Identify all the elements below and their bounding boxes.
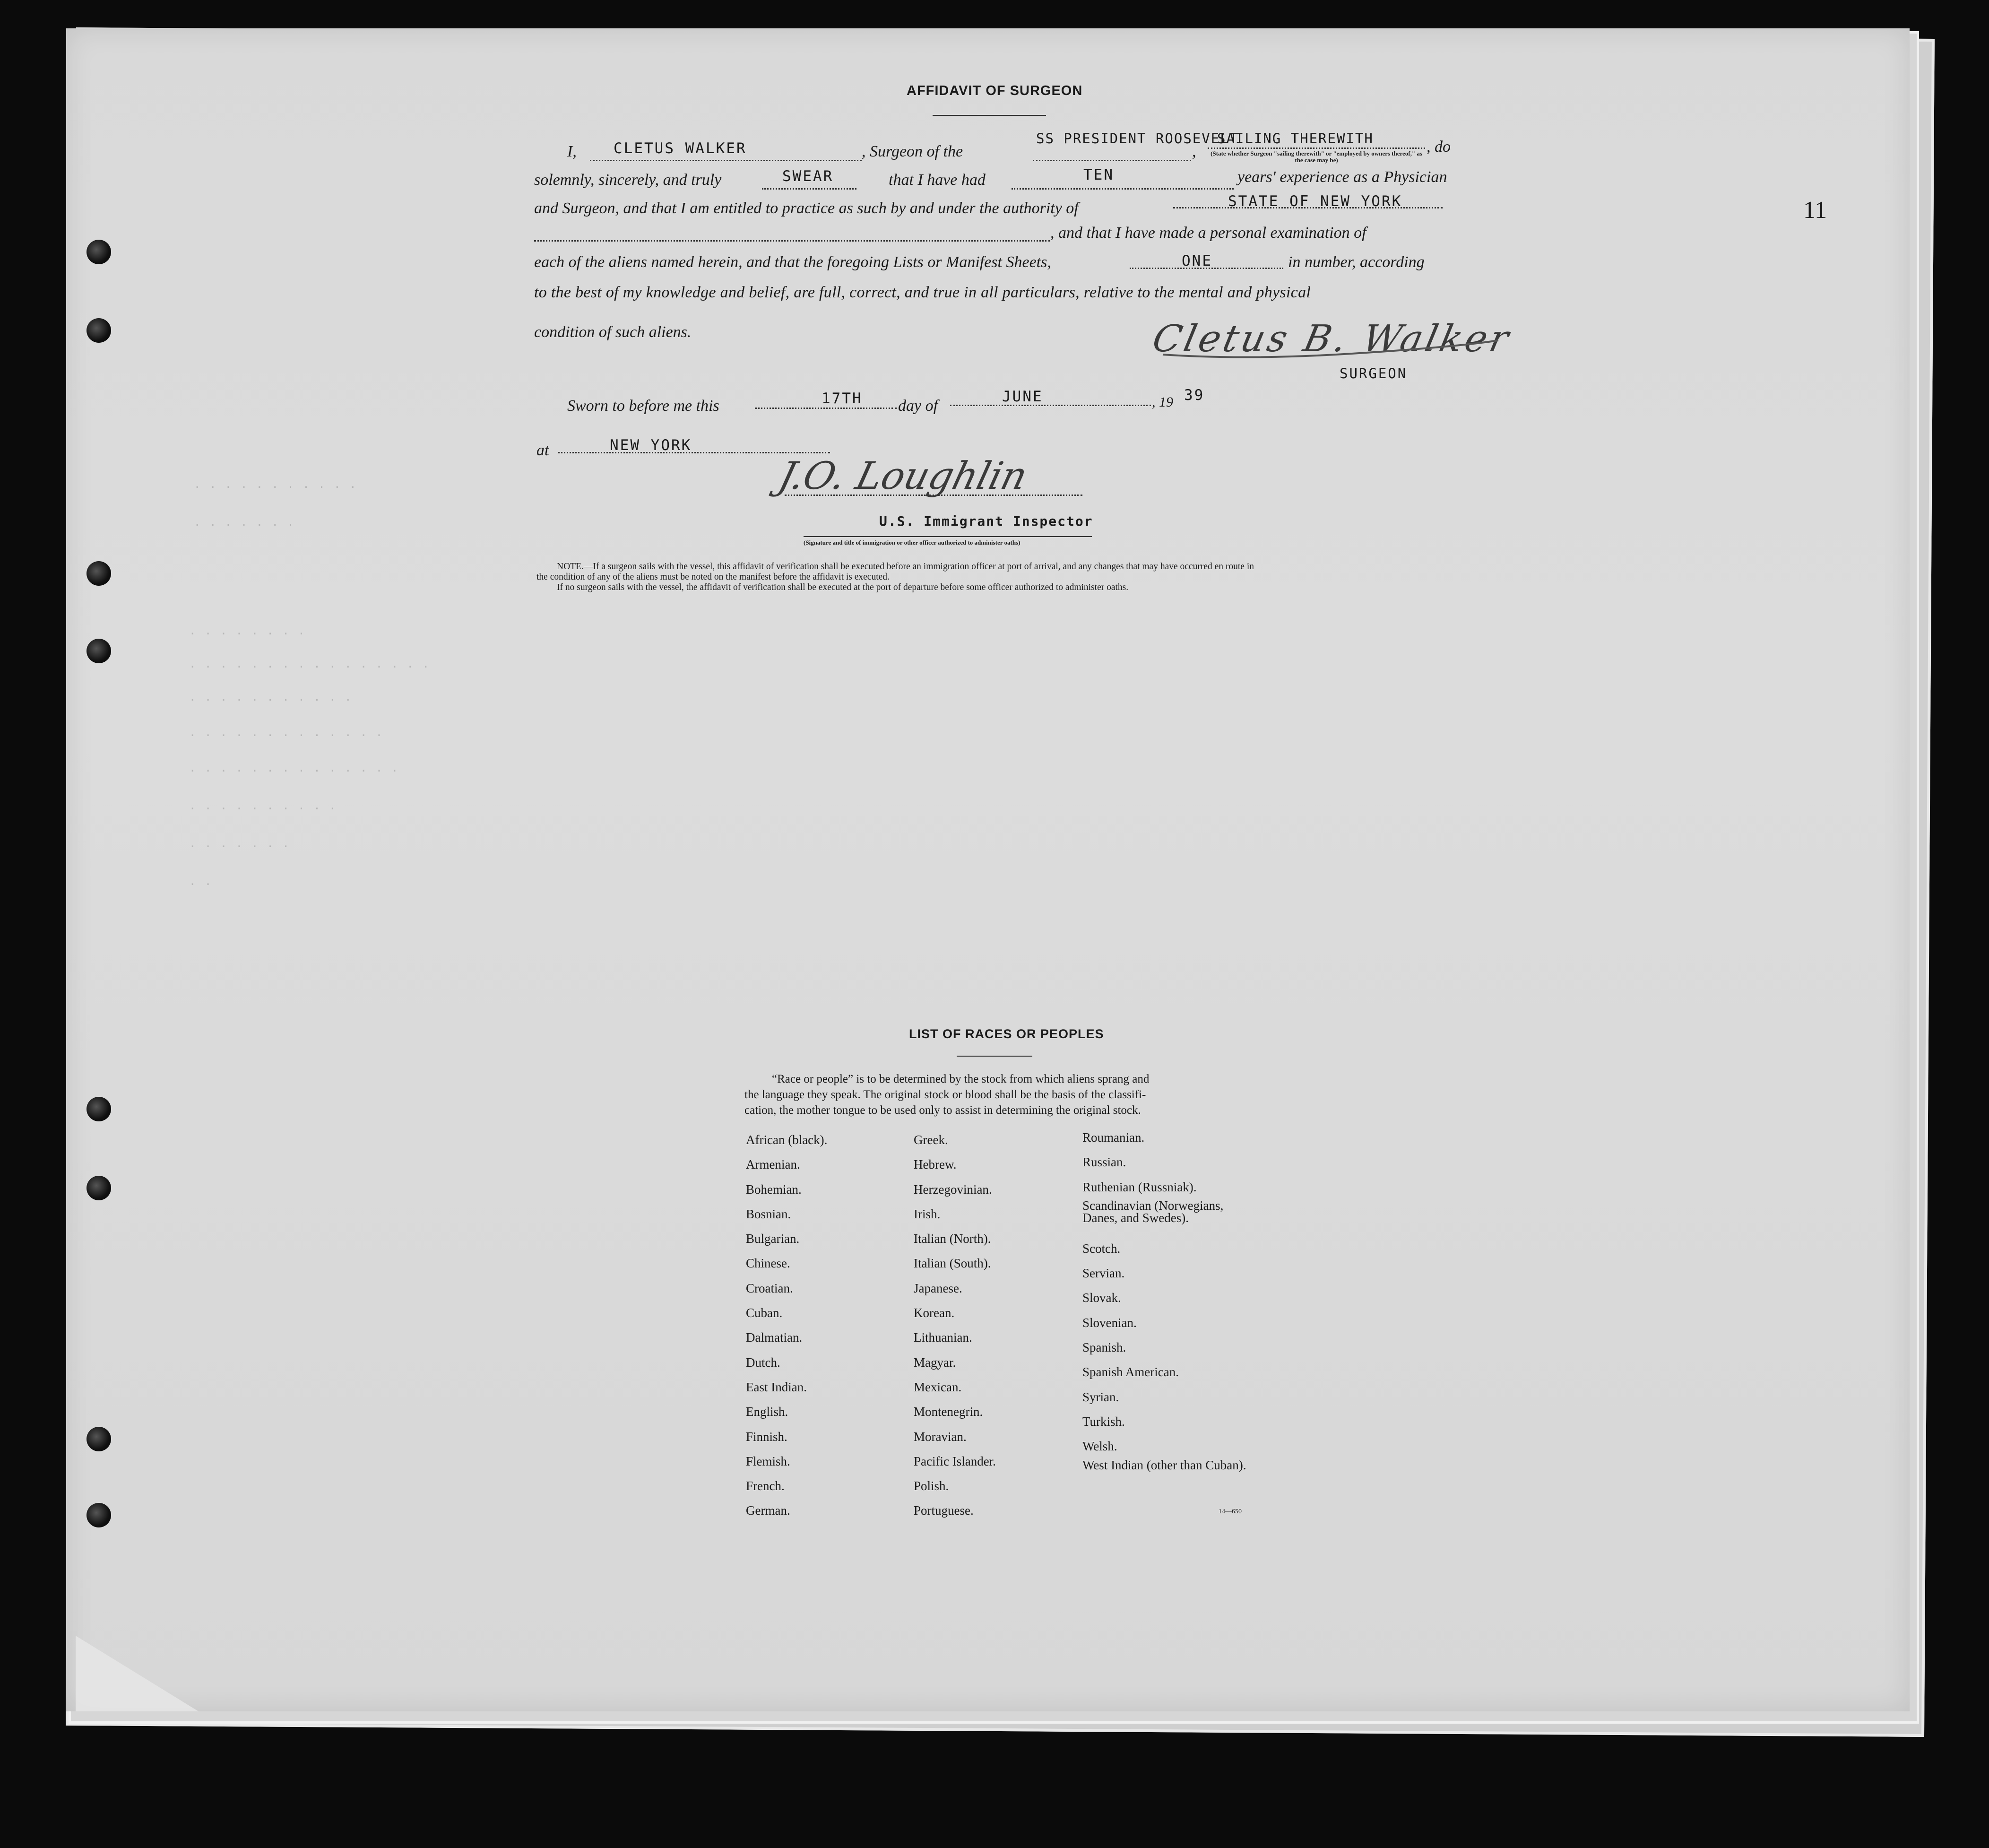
punch-hole [86, 1427, 111, 1451]
race-item: Ruthenian (Russniak). [1082, 1180, 1197, 1194]
race-item: Syrian. [1082, 1389, 1119, 1404]
bleed-through-text: . . [189, 875, 213, 888]
races-title: LIST OF RACES OR PEOPLES [909, 1027, 1104, 1041]
punch-hole [86, 318, 111, 343]
title-rule [933, 115, 1046, 116]
race-item: Cuban. [746, 1306, 783, 1320]
fill-line [804, 536, 1092, 537]
page-number: 11 [1803, 197, 1827, 224]
manifest-sheet-count: ONE [1182, 252, 1212, 269]
affidavit-text: that I have had [889, 171, 986, 189]
fill-line [1033, 160, 1191, 161]
fill-line [1208, 147, 1425, 149]
sworn-year: 39 [1184, 387, 1205, 404]
race-item: Lithuanian. [914, 1330, 972, 1345]
inspector-signature: J.O. Loughlin [774, 454, 1032, 498]
affidavit-text: condition of such aliens. [534, 323, 692, 341]
race-item: Italian (North). [914, 1232, 991, 1246]
fill-line [590, 160, 862, 161]
race-item: Welsh. [1082, 1439, 1117, 1454]
sworn-place: NEW YORK [610, 437, 692, 454]
signature-flourish [1153, 326, 1503, 364]
inspector-title: U.S. Immigrant Inspector [879, 513, 1093, 529]
punch-hole [86, 240, 111, 264]
bleed-through-text: . . . . . . . . . . . . . . . . [189, 657, 430, 670]
affidavit-footnote: If no surgeon sails with the vessel, the affidavit of verification shall be executed at the port of departure before some officer authorized to administer oaths. [557, 582, 1129, 592]
race-item: Bosnian. [746, 1206, 791, 1221]
affidavit-text: years' experience as a Physician [1237, 168, 1447, 186]
race-item: Greek. [914, 1133, 948, 1147]
race-item: East Indian. [746, 1379, 807, 1394]
race-item: Scotch. [1082, 1241, 1121, 1256]
surgeon-title: SURGEON [1340, 365, 1408, 382]
race-item: Scandinavian (Norwegians, Danes, and Swedes). [1082, 1198, 1224, 1225]
affidavit-footnote: NOTE.—If a surgeon sails with the vessel, this affidavit of verification shall be executed before an immigration officer at port of arrival, and any changes that may have occurred en route in [557, 562, 1254, 572]
race-item: Flemish. [746, 1454, 790, 1468]
race-item: French. [746, 1479, 785, 1493]
race-item: Chinese. [746, 1256, 790, 1271]
race-item: Polish. [914, 1479, 949, 1493]
affidavit-text: , do [1427, 138, 1451, 156]
race-item: Japanese. [914, 1281, 962, 1295]
races-column-2 [914, 1128, 996, 1523]
affidavit-text: , Surgeon of the [862, 143, 963, 160]
sailing-status: SAILING THEREWITH [1217, 130, 1374, 147]
affidavit-text: solemnly, sincerely, and truly [534, 171, 722, 189]
race-item: Pacific Islander. [914, 1454, 996, 1468]
race-item: Mexican. [914, 1379, 962, 1394]
race-item: Italian (South). [914, 1256, 991, 1271]
race-item: Croatian. [746, 1281, 793, 1295]
vessel-name: SS PRESIDENT ROOSEVELT [1036, 130, 1239, 147]
race-item: West Indian (other than Cuban). [1082, 1458, 1246, 1472]
race-item: Herzegovinian. [914, 1182, 992, 1197]
race-item: Montenegrin. [914, 1405, 983, 1419]
race-item: Turkish. [1082, 1414, 1125, 1429]
affidavit-text: , [1192, 143, 1196, 160]
race-item: Bulgarian. [746, 1232, 800, 1246]
affidavit-text: at [536, 442, 549, 459]
fill-line [755, 408, 897, 409]
bleed-through-text: . . . . . . . . [189, 624, 306, 637]
punch-hole [86, 1097, 111, 1121]
race-item: Irish. [914, 1206, 941, 1221]
races-intro-line: the language they speak. The original stock or blood shall be the basis of the classifi- [744, 1088, 1146, 1101]
affidavit-footnote: the condition of any of the aliens must be noted on the manifest before the affidavit is executed. [536, 572, 890, 582]
punch-hole [86, 561, 111, 586]
affidavit-text: I, [567, 143, 577, 160]
bleed-through-text: . . . . . . . [194, 515, 295, 529]
affidavit-text: to the best of my knowledge and belief, are full, correct, and true in all particulars, relative to the mental and physical [534, 284, 1311, 301]
affidavit-text: day of [898, 397, 938, 415]
punch-hole [86, 1503, 111, 1527]
fill-line [558, 452, 830, 453]
race-item: Finnish. [746, 1429, 787, 1444]
fill-line [534, 240, 1050, 242]
races-intro-line: cation, the mother tongue to be used only to assist in determining the original stock. [744, 1104, 1141, 1117]
race-item: Russian. [1082, 1155, 1126, 1170]
sworn-day: 17TH [822, 390, 863, 407]
race-item: Servian. [1082, 1266, 1125, 1281]
bleed-through-text: . . . . . . . . . . . [194, 477, 357, 491]
affidavit-text: each of the aliens named herein, and that the foregoing Lists or Manifest Sheets, [534, 253, 1051, 271]
race-item: Slovak. [1082, 1291, 1121, 1305]
bleed-through-text: . . . . . . . . . . . . . . [189, 761, 399, 774]
race-item: Dalmatian. [746, 1330, 803, 1345]
race-item: Hebrew. [914, 1157, 957, 1172]
affidavit-text: in number, according [1288, 253, 1425, 271]
affidavit-text: , 19 [1152, 394, 1173, 410]
races-column-1 [746, 1128, 827, 1523]
races-column-3 [1082, 1125, 1253, 1484]
punch-hole [86, 1176, 111, 1200]
affidavit-text: , and that I have made a personal examination of [1050, 224, 1366, 242]
races-intro-line: “Race or people” is to be determined by the stock from which aliens sprang and [772, 1073, 1150, 1085]
sailing-note: (State whether Surgeon "sailing therewith" or "employed by owners thereof," as the case may be) [1211, 150, 1422, 164]
punch-hole [86, 639, 111, 663]
fill-line [762, 188, 856, 190]
bleed-through-text: . . . . . . . . . . . . . [189, 726, 384, 739]
bleed-through-text: . . . . . . . . . . [189, 799, 337, 812]
title-rule [957, 1056, 1032, 1057]
race-item: African (black). [746, 1133, 828, 1147]
race-item: Bohemian. [746, 1182, 802, 1197]
surgeon-signature: Cletus B. Walker [1149, 318, 1515, 360]
race-item: Roumanian. [1082, 1130, 1145, 1145]
race-item: Portuguese. [914, 1503, 974, 1518]
licensing-authority: STATE OF NEW YORK [1228, 193, 1402, 210]
bleed-through-text: . . . . . . . [189, 837, 290, 850]
bleed-through-text: . . . . . . . . . . . [189, 690, 353, 703]
race-item: Spanish. [1082, 1340, 1126, 1355]
affidavit-text: Sworn to before me this [567, 397, 719, 415]
race-item: Dutch. [746, 1355, 780, 1370]
race-item: Slovenian. [1082, 1315, 1137, 1330]
affidavit-text: and Surgeon, and that I am entitled to practice as such by and under the authority of [534, 200, 1079, 217]
fill-line [1012, 188, 1234, 190]
race-item: Korean. [914, 1306, 955, 1320]
form-number: 14—650 [1219, 1508, 1242, 1515]
inspector-note: (Signature and title of immigration or other officer authorized to administer oaths) [804, 539, 1020, 546]
fill-line [950, 405, 1151, 406]
races-intro [744, 1071, 1149, 1118]
race-item: Moravian. [914, 1429, 967, 1444]
oath-type: SWEAR [782, 168, 834, 185]
race-item: Spanish American. [1082, 1365, 1179, 1379]
race-item: English. [746, 1405, 788, 1419]
race-item: Armenian. [746, 1157, 800, 1172]
race-item: Magyar. [914, 1355, 956, 1370]
years-experience: TEN [1083, 166, 1114, 183]
folded-corner [76, 1636, 199, 1711]
affidavit-title: AFFIDAVIT OF SURGEON [907, 83, 1083, 98]
race-item: German. [746, 1503, 790, 1518]
fill-line [785, 495, 1082, 496]
sworn-month: JUNE [1002, 388, 1043, 405]
surgeon-name: CLETUS WALKER [614, 140, 747, 157]
